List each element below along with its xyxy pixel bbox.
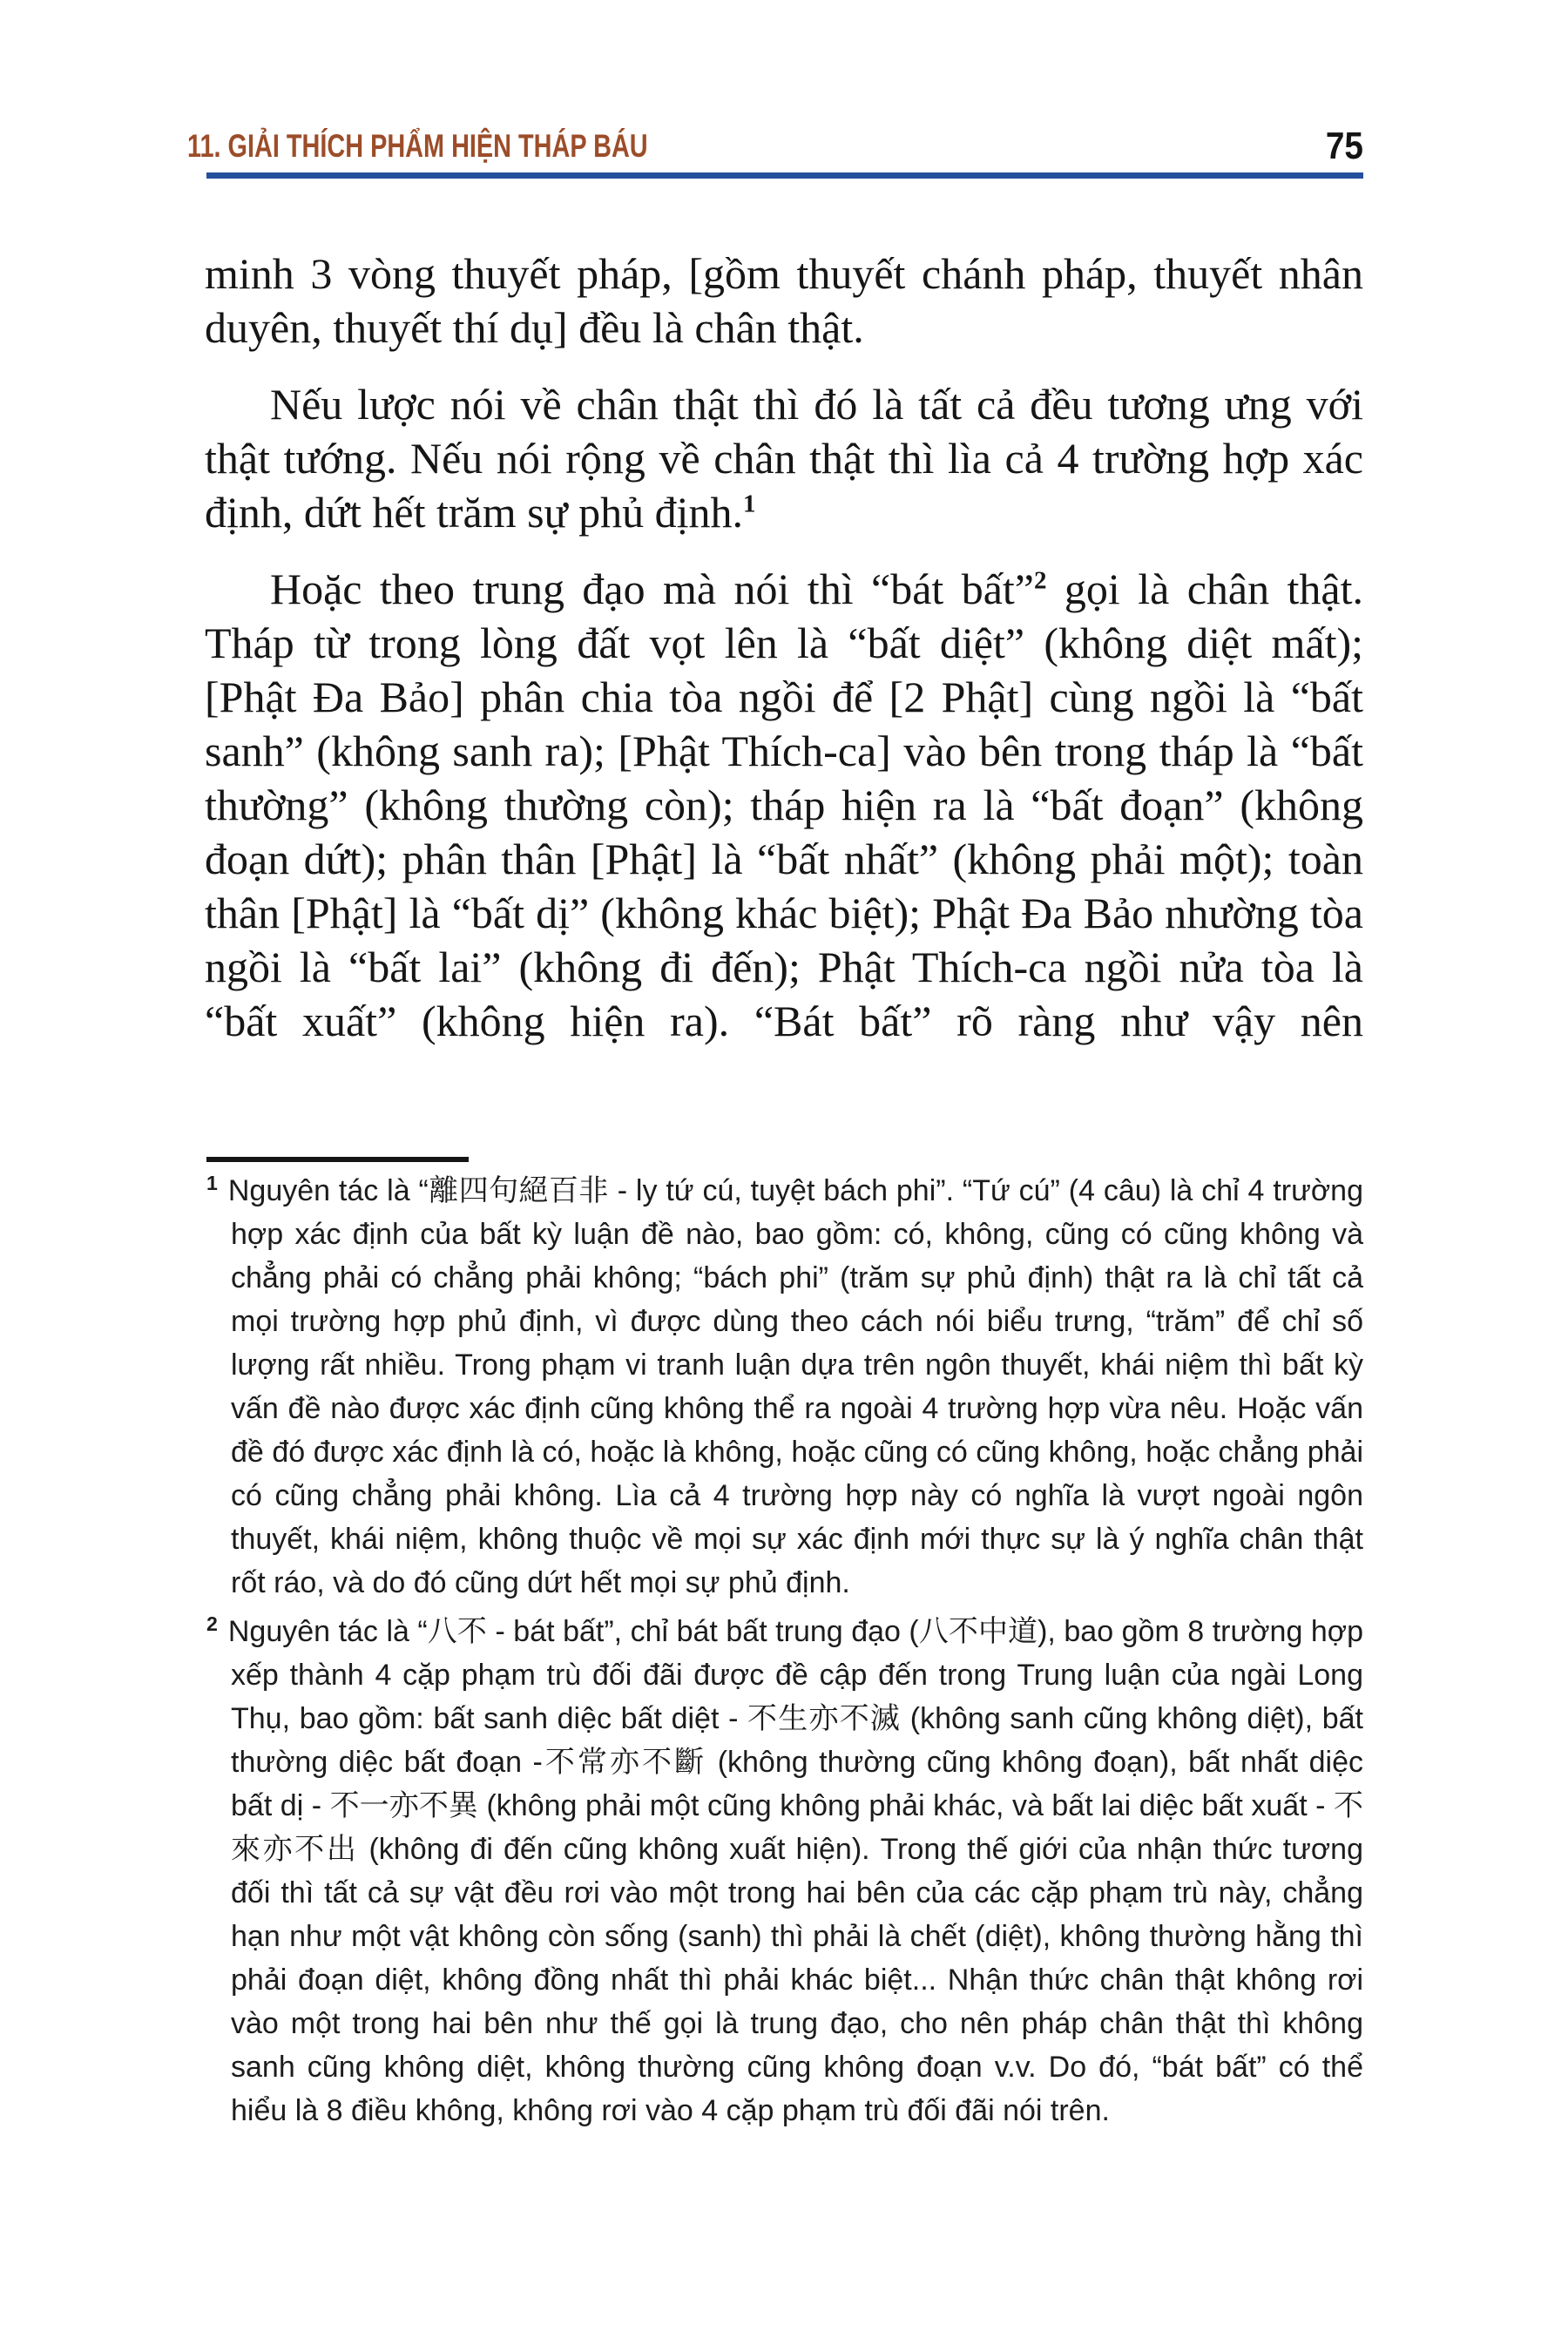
footnote-ref-2: 2 <box>1033 566 1047 595</box>
footnote-1-text: Nguyên tác là “離四句絕百非 - ly tứ cú, tuyệt bách phi”. “Tứ cú” (4 câu) là chỉ 4 trường hợp xác định của bất kỳ luận đề nào, bao gồm: có, không, cũng có cũng không và chẳng phải có chẳng phải không; “bách phi” (trăm sự phủ định) thật ra là chỉ tất cả mọi trường hợp phủ định, vì được dùng theo cách nói biểu trưng, “trăm” để chỉ số lượng rất nhiều. Trong phạm vi tranh luận dựa trên ngôn thuyết, khái niệm thì bất kỳ vấn đề nào được xác định cũng không thể ra ngoài 4 trường hợp vừa nêu. Hoặc vấn đề đó được xác định là có, hoặc là không, hoặc cũng có cũng không, hoặc chẳng phải có cũng chẳng phải không. Lìa cả 4 trường hợp này có nghĩa là vượt ngoài ngôn thuyết, khái niệm, không thuộc về mọi sự xác định mới thực sự là ý nghĩa chân thật rốt ráo, và do đó cũng dứt hết mọi sự phủ định. <box>227 1174 1363 1599</box>
paragraph-3-text-before-ref: Hoặc theo trung đạo mà nói thì “bát bất” <box>270 564 1034 613</box>
footnote-2 <box>206 1610 1363 2132</box>
running-header-title: 11. GIẢI THÍCH PHẨM HIỆN THÁP BÁU <box>187 128 648 164</box>
paragraph-3-text-after-ref: gọi là chân thật. Tháp từ trong lòng đất vọt lên là “bất diệt” (không diệt mất); [Phật Đa Bảo] phân chia tòa ngồi để [2 Phật] cùng ngồi là “bất sanh” (không sanh ra); [Phật Thích-ca] vào bên trong tháp là “bất thường” (không thường còn); tháp hiện ra là “bất đoạn” (không đoạn dứt); phân thân [Phật] là “bất nhất” (không phải một); toàn thân [Phật] là “bất dị” (không khác biệt); Phật Đa Bảo nhường tòa ngồi là “bất lai” (không đi đến); Phật Thích-ca ngồi nửa tòa là “bất xuất” (không hiện ra). “Bát bất” rõ ràng như vậy nên <box>205 564 1363 1045</box>
footnote-separator <box>206 1157 469 1162</box>
footnote-1 <box>206 1169 1363 1605</box>
body-text <box>205 247 1363 1048</box>
footnote-2-marker: 2 <box>206 1612 218 1635</box>
footnote-1-marker: 1 <box>206 1171 218 1194</box>
footnotes <box>206 1169 1363 2138</box>
footnote-2-text: Nguyên tác là “八不 - bát bất”, chỉ bát bất trung đạo (八不中道), bao gồm 8 trường hợp xếp thành 4 cặp phạm trù đối đãi được đề cập đến trong Trung luận của ngài Long Thụ, bao gồm: bất sanh diệc bất diệt - 不生亦不滅 (không sanh cũng không diệt), bất thường diệc bất đoạn -不常亦不斷 (không thường cũng không đoạn), bất nhất diệc bất dị - 不一亦不異 (không phải một cũng không phải khác, và bất lai diệc bất xuất - 不來亦不出 (không đi đến cũng không xuất hiện). Trong thế giới của nhận thức tương đối thì tất cả sự vật đều rơi vào một trong hai bên của các cặp phạm trù này, chẳng hạn như một vật không còn sống (sanh) thì phải là chết (diệt), không thường hằng thì phải đoạn diệt, không đồng nhất thì phải khác biệt... Nhận thức chân thật không rơi vào một trong hai bên như thế gọi là trung đạo, cho nên pháp chân thật thì không sanh cũng không diệt, không thường cũng không đoạn v.v. Do đó, “bát bất” có thể hiểu là 8 điều không, không rơi vào 4 cặp phạm trù đối đãi nói trên. <box>227 1615 1363 2127</box>
paragraph-2 <box>205 377 1363 539</box>
paragraph-3 <box>205 562 1363 1048</box>
paragraph-1-text: minh 3 vòng thuyết pháp, [gồm thuyết chánh pháp, thuyết nhân duyên, thuyết thí dụ] đều là chân thật. <box>205 249 1363 352</box>
page-number: 75 <box>1325 125 1363 167</box>
footnote-ref-1: 1 <box>743 490 756 518</box>
paragraph-2-text: Nếu lược nói về chân thật thì đó là tất cả đều tương ưng với thật tướng. Nếu nói rộng về chân thật thì lìa cả 4 trường hợp xác định, dứt hết trăm sự phủ định. <box>205 380 1363 537</box>
paragraph-1 <box>205 247 1363 355</box>
header-rule <box>206 172 1363 179</box>
running-header <box>187 127 1363 167</box>
